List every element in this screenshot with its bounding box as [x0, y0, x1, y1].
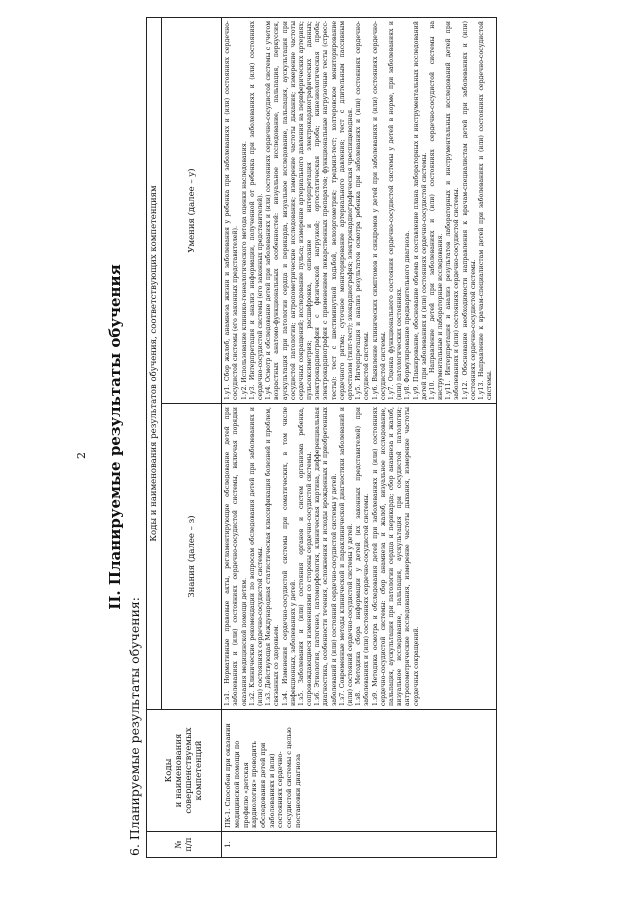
skill-item: 1.у1. Сбор жалоб, анамнеза жизни и заболевания у ребенка при заболеваниях и (или) состояниях сердечно-сосудистой системы (его законных представителей).	[224, 20, 240, 400]
knowledge-item: 1.з1. Нормативные правовые акты, регламентирующие обследование детей при заболеваниях и (или) состояниях сердечно-сосудистой системы, включая порядки оказания медицинской помощи детям.	[224, 407, 248, 706]
skill-item: 1.у9. Планирование, обоснование объема и составление плана лабораторных и инструментальных исследований детей при заболеваниях и (или) состояниях сердечно-сосудистой системы.	[412, 20, 428, 400]
subsection-title: 6. Планируемые результаты обучения:	[127, 596, 142, 856]
skill-item: 1.у11. Интерпретация и анализ результатов лабораторных и инструментальных исследований детей при заболеваниях и (или) состояниях сердечно-сосудистой системы.	[445, 20, 461, 400]
knowledge-item: 1.з9. Методика осмотра и обследования детей при заболеваниях и (или) состояниях сердечно-сосудистой системы: сбор анамнеза и жалоб, визуальное исследование, пальпация, аускультация при патологии сердца и перикарда; сбор анамнеза и жалоб, визуальное исследование, пальпация, аускультация при сосудистой патологии; антропометрические исследования, измерение частоты дыхания, измерение частоты сердечных сокращений.	[371, 407, 420, 706]
skill-item: 1.у6. Выявление клинических симптомов и синдромов у детей при заболеваниях и (или) состояниях сердечно-сосудистой системы.	[371, 20, 387, 400]
knowledge-item: 1.з6. Этиология, патогенез, патоморфология, клиническая картина, дифференциальная диагностика, особенности течения, осложнения и исходы врожденных и приобретенных заболеваний и (или) состояний сердечно-сосудистой системы у детей.	[314, 407, 338, 706]
skill-item: 1.у3. Интерпретация и анализ информации, полученной от ребенка при заболеваниях и (или) состояниях сердечно-сосудистой системы (его законных представителей).	[248, 20, 264, 400]
header-codes: Коды и наименования совершенствуемых компетенций	[147, 710, 222, 832]
skills-cell	[222, 17, 497, 403]
header-skills: Умения (далее – у)	[162, 17, 222, 403]
skill-item: 1.у4. Осмотр и обследование детей при заболеваниях и (или) состояниях сердечно-сосудистой системы с учетом возрастных анатомо-функциональных особенностей: визуальное исследование, пальпация, перкуссия, аускультация при патологии сердца и перикарда, визуальное исследование, пальпация, аускультация при сосудистой патологии; антропометрические исследования; измерение частоты дыхания; измерение частоты сердечных сокращений; исследование пульса; измерение артериального давления на периферических артериях; пульсоксиметрия; расшифровка, описание и интерпретация электрокардиографических данных; электрокардиография с физической нагрузкой; ортостатическая проба; кинезиологическая проба; электрокардиография с применением лекарственных препаратов; функциональные нагрузочные тесты (стресс-тесты): тест с шестиминутной ходьбой, велоэргометрия; тредмил-тест; холтеровское мониторирование сердечного ритма; суточное мониторирование артериального давления; тест с длительным пассивным ортостазом (тилт-тест); эхокардиография; электрокардиографическая чреспищеводная.	[265, 20, 354, 400]
skill-item: 1.у10. Направление детей при заболеваниях и (или) состояниях сердечно-сосудистой системы на инструментальные и лабораторные исследования.	[428, 20, 445, 400]
knowledge-item: 1.з7. Современные методы клинической и параклинической диагностики заболеваний и (или) состояний сердечно-сосудистой системы у детей.	[338, 407, 354, 706]
skill-item: 1.у8. Формулирование предварительного диагноза.	[404, 230, 412, 400]
table-row	[222, 17, 497, 857]
skill-item: 1.у5. Интерпретация и анализ результатов осмотра ребенка при заболеваниях и (или) состояниях сердечно-сосудистой системы.	[355, 20, 371, 400]
skill-item: 1.у13. Направление к врачам-специалистам детей при заболеваниях и (или) состояниях сердечно-сосудистой системы.	[478, 20, 494, 400]
row-number: 1.	[222, 832, 497, 858]
header-num: № п/п	[147, 832, 222, 858]
section-title: II. Планируемые результаты обучения	[106, 264, 124, 610]
skill-item: 1.у2. Использование клинико-генеалогического метода оценки наследования.	[240, 141, 248, 400]
page-number: 2	[75, 452, 88, 459]
competence-cell: ПК-1. Способен при оказании медицинской помощи по профилю «детская кардиология» проводить обследования детей при заболеваниях и (или) состояниях сердечно-сосудистой системы с целью постановки диагноза	[222, 710, 497, 832]
knowledge-item: 1.з5. Заболевания и (или) состояния органов и систем организма ребенка, сопровождающиеся изменениями со стороны сердечно-сосудистой системы.	[297, 407, 314, 706]
rotated-page-content	[104, 12, 624, 862]
knowledge-item: 1.з4. Изменения сердечно-сосудистой системы при соматических, в том числе инфекционных, заболеваниях у детей.	[281, 407, 297, 706]
header-knowledge: Знания (далее – з)	[162, 404, 222, 710]
knowledge-item: 1.з3. Действующая Международная статистическая классификация болезней и проблем, связанных со здоровьем.	[265, 407, 281, 706]
learning-outcomes-table	[146, 17, 497, 858]
knowledge-item: 1.з8. Методика сбора информации у детей (их законных представителей) при заболеваниях и (или) состояниях сердечно-сосудистой системы.	[355, 407, 371, 706]
skill-item: 1.у12. Обоснование необходимости направления к врачам-специалистам детей при заболеваниях и (или) состояниях сердечно-сосудистой системы.	[461, 20, 477, 400]
header-group: Коды и наименования результатов обучения, соответствующих компетенциям	[147, 17, 162, 709]
knowledge-cell	[222, 404, 497, 710]
skill-item: 1.у7. Оценка функционального состояния сердечно-сосудистой системы у детей в норме, при заболеваниях и (или) патологических состояниях.	[387, 20, 404, 400]
knowledge-item: 1.з2. Клинические рекомендации по вопросам обследования детей при заболеваниях и (или) состояниях сердечно-сосудистой системы.	[248, 407, 264, 706]
